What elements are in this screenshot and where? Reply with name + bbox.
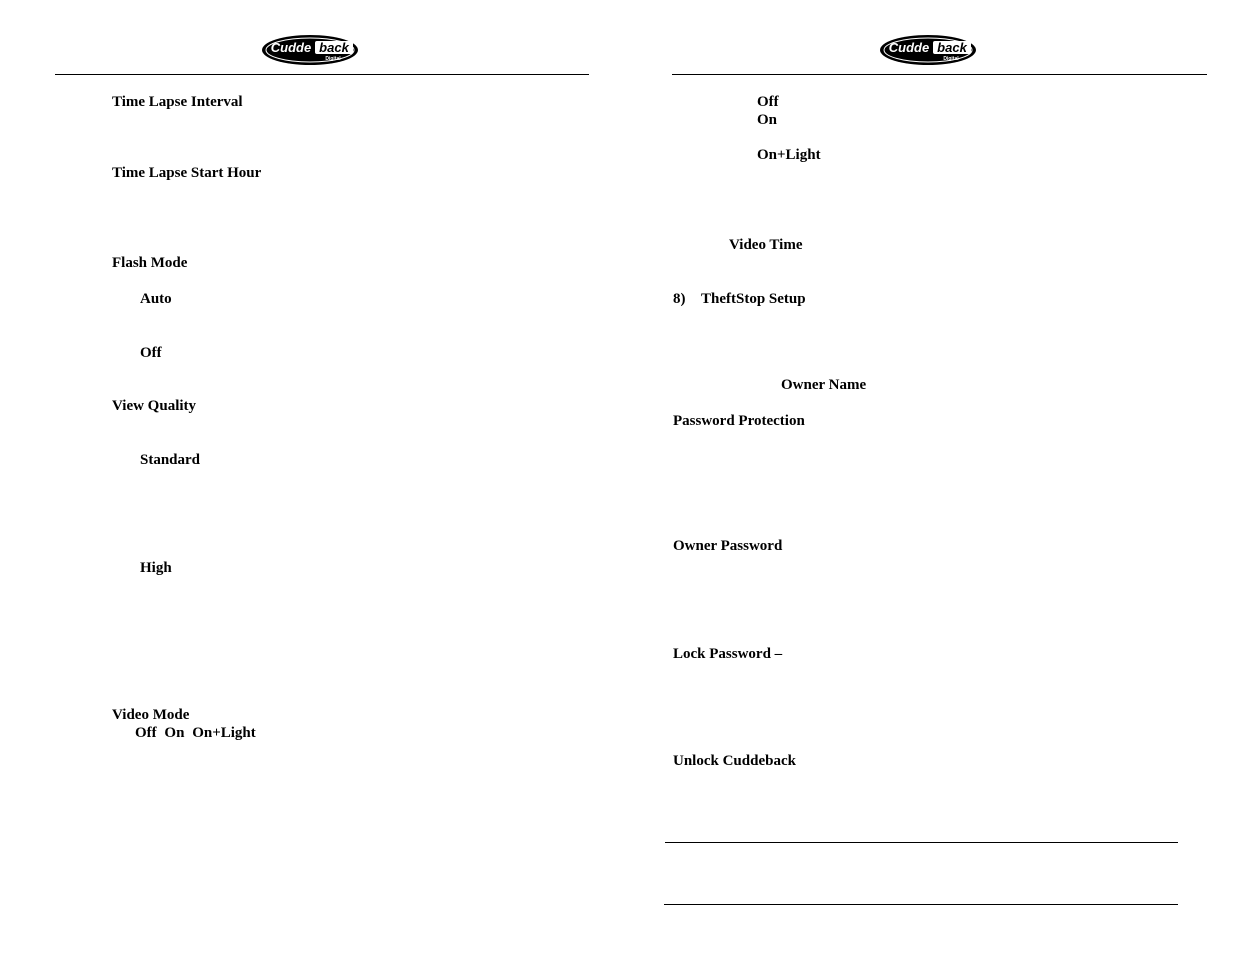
section-number: 8) [673, 291, 686, 307]
video-time-heading: Video Time [729, 237, 803, 253]
svg-text:Digital: Digital [325, 56, 341, 62]
unlock-cuddeback-heading: Unlock Cuddeback [673, 753, 796, 769]
time-lapse-interval-heading: Time Lapse Interval [112, 94, 243, 110]
video-mode-options [135, 724, 256, 742]
video-mode-option-on: On [757, 112, 778, 128]
left-page [0, 0, 617, 954]
password-protection-heading: Password Protection [673, 413, 805, 429]
owner-password-heading: Owner Password [673, 538, 783, 554]
video-mode-option-on-light: On+Light [757, 147, 821, 163]
note-box-bottom-rule [664, 904, 1178, 905]
video-mode-option-off: Off [135, 725, 157, 741]
svg-text:Digital: Digital [943, 56, 959, 62]
owner-name-heading: Owner Name [781, 377, 867, 393]
theftstop-setup-heading: TheftStop Setup [701, 291, 806, 307]
svg-text:back: back [937, 40, 967, 55]
flash-mode-option-off: Off [140, 345, 162, 361]
header-rule [672, 74, 1207, 75]
note-box-top-rule [665, 842, 1178, 843]
video-mode-option-off: Off [757, 94, 779, 110]
svg-text:Cudde: Cudde [888, 40, 930, 55]
lock-password-heading: Lock Password – [673, 646, 783, 662]
video-mode-heading: Video Mode [112, 707, 190, 723]
video-mode-option-on-light: On+Light [192, 725, 256, 741]
time-lapse-start-hour-heading: Time Lapse Start Hour [112, 165, 262, 181]
flash-mode-option-auto: Auto [140, 291, 172, 307]
view-quality-option-standard: Standard [140, 452, 201, 468]
flash-mode-heading: Flash Mode [112, 255, 188, 271]
svg-text:Cudde: Cudde [270, 40, 312, 55]
svg-text:back: back [319, 40, 349, 55]
view-quality-option-high: High [140, 560, 172, 576]
view-quality-heading: View Quality [112, 398, 197, 414]
cuddeback-logo [261, 34, 359, 66]
cuddeback-logo [879, 34, 977, 66]
video-mode-option-on: On [164, 725, 185, 741]
right-page [617, 0, 1235, 954]
header-rule [55, 74, 589, 75]
